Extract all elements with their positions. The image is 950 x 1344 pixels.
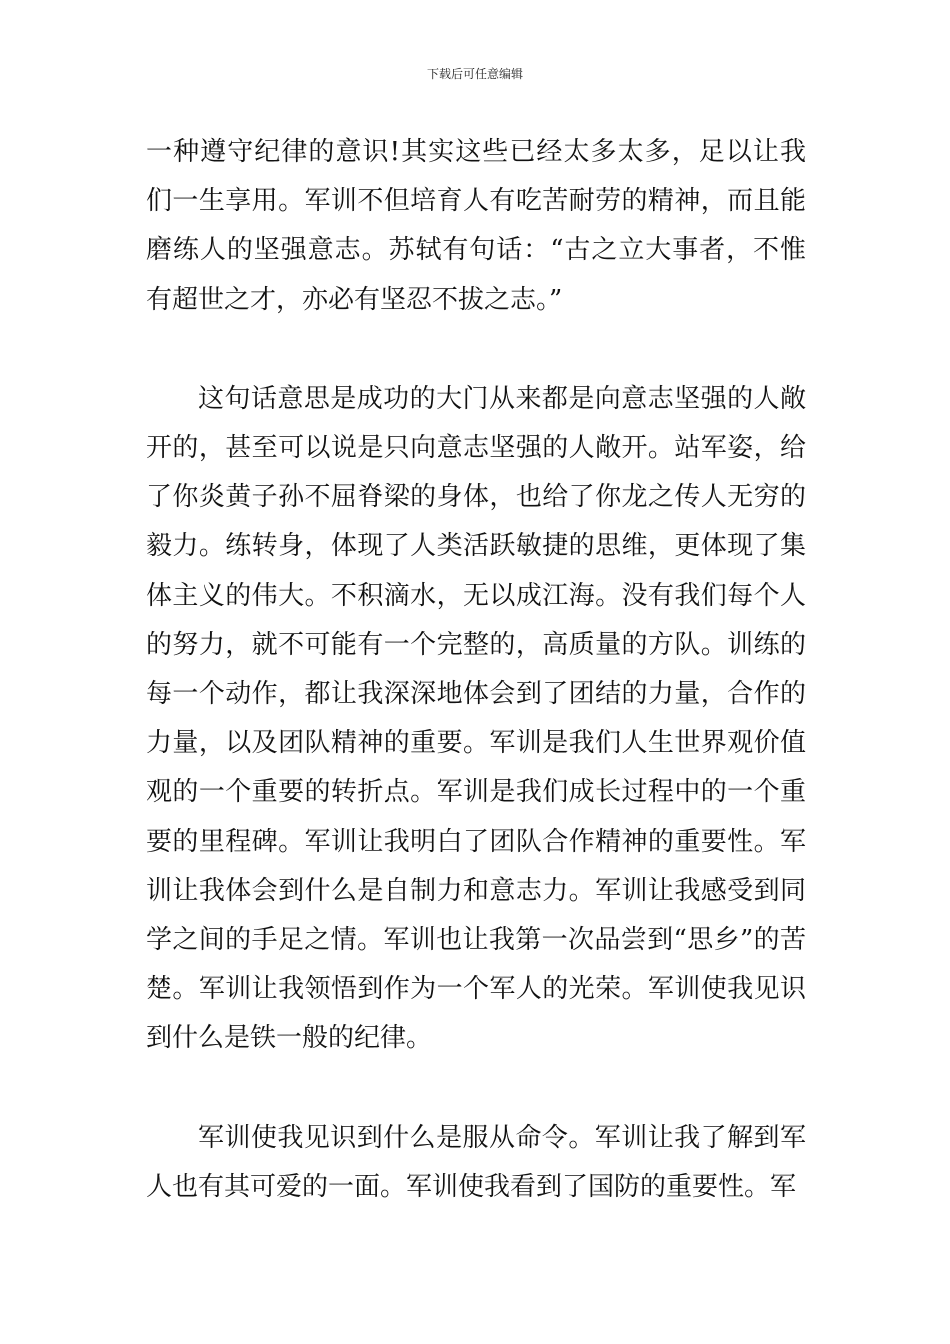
paragraph-2: 这句话意思是成功的大门从来都是向意志坚强的人敞开的，甚至可以说是只向意志坚强的人敞开。站军姿，给了你炎黄子孙不屈脊梁的身体，也给了你龙之传人无穷的毅力。练转身，体现了人类活跃敏捷的思维，更体现了集体主义的伟大。不积滴水，无以成江海。没有我们每个人的努力，就不可能有一个完整的，高质量的方队。训练的每一个动作，都让我深深地体会到了团结的力量，合作的力量，以及团队精神的重要。军训是我们人生世界观价值观的一个重要的转折点。军训是我们成长过程中的一个重要的里程碑。军训让我明白了团队合作精神的重要性。军训让我体会到什么是自制力和意志力。军训让我感受到同学之间的手足之情。军训也让我第一次品尝到“思乡”的苦楚。军训让我领悟到作为一个军人的光荣。军训使我见识到什么是铁一般的纪律。	[146, 383, 806, 1054]
paragraph-gap	[146, 325, 806, 375]
page-header: 下载后可任意编辑	[426, 67, 523, 81]
paragraph-3: 军训使我见识到什么是服从命令。军训让我了解到军人也有其可爱的一面。军训使我看到了国防的重要性。军	[146, 1122, 806, 1202]
paragraph-1: 一种遵守纪律的意识!其实这些已经太多太多，足以让我们一生享用。军训不但培育人有吃苦耐劳的精神，而且能磨练人的坚强意志。苏轼有句话：“古之立大事者，不惟有超世之才，亦必有坚忍不拔之志。”	[146, 137, 806, 315]
paragraph-gap	[146, 1064, 806, 1114]
document-body	[146, 128, 806, 1212]
